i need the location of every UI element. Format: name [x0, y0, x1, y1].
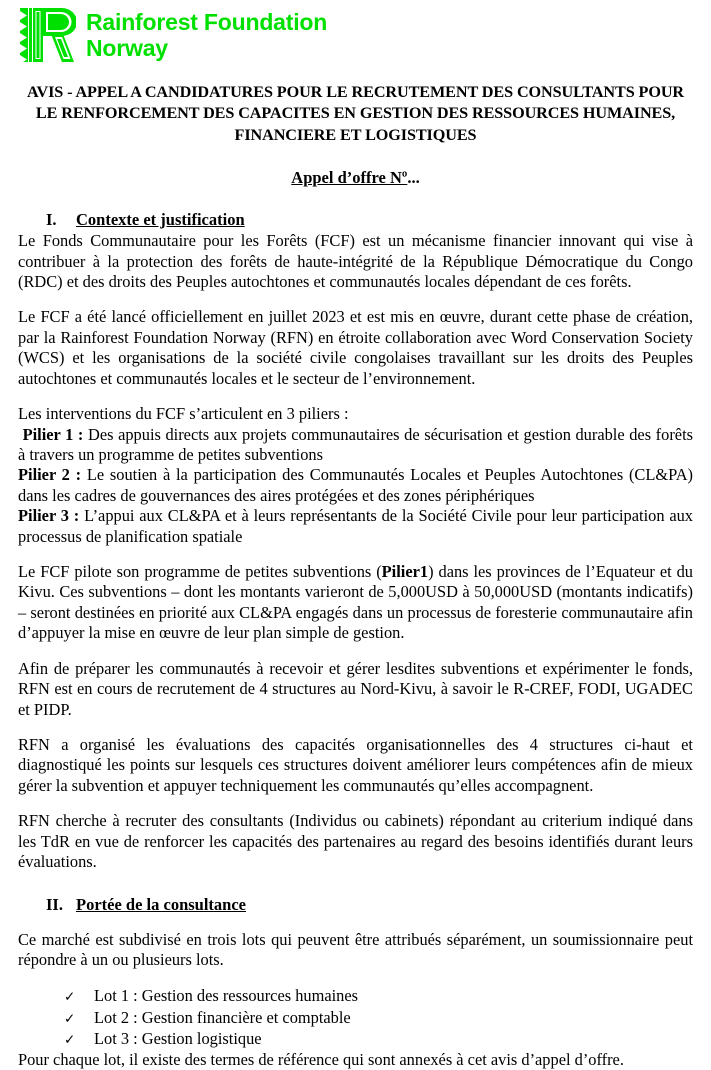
tender-number-label: Appel d’offre Nº: [291, 168, 408, 188]
section-title-1: Contexte et justification: [76, 210, 245, 230]
section-numeral-2: II.: [46, 894, 63, 914]
paragraph-context-2: Le FCF a été lancé officiellement en juillet 2023 et est mis en œuvre, durant cette phase de création, par la Rainforest Foundation Norway (RFN) en étroite collaboration avec Word Conservation Society (WCS) et les organisations de la société civile congolaises travaillant sur les droits des Peuples autochtones et communautés locales et le secteur de l’environnement.: [18, 307, 693, 388]
paragraph-pillar-1: [18, 425, 693, 466]
paragraph-pillar-3: [18, 506, 693, 547]
organization-header: [0, 0, 711, 68]
section-title-2: Portée de la consultance: [76, 894, 247, 914]
pilot-pillar-ref: Pilier1: [381, 562, 429, 582]
tender-number-value: ...: [407, 168, 420, 188]
pilot-text-a: Le FCF pilote son programme de petites subventions (: [18, 562, 382, 582]
checkmark-icon: ✓: [64, 1032, 76, 1049]
rainforest-foundation-r-logo-icon: [18, 6, 76, 64]
pillar-2-label: Pilier 2 :: [18, 465, 82, 485]
lot-label: Lot 3 : Gestion logistique: [94, 1029, 262, 1049]
checkmark-icon: ✓: [64, 1010, 76, 1027]
section-heading-2: [18, 895, 693, 915]
list-item: [64, 1028, 693, 1049]
lot-label: Lot 2 : Gestion financière et comptable: [94, 1007, 351, 1027]
pillar-1-label: Pilier 1 :: [22, 424, 84, 444]
paragraph-scope-intro: Ce marché est subdivisé en trois lots qui peuvent être attribués séparément, un soumissionnaire peut répondre à un ou plusieurs lots.: [18, 929, 693, 969]
pilot-text-b: ) dans les provinces de l’Equateur et du Kivu. Ces subventions – dont les montants varieront de 5,000USD à 50,000USD (montants indicatifs) – seront destinées en priorité aux CL&PA engagés dans un processus de foresterie communautaire afin d’appuyer la mise en œuvre de leur plan simple de gestion.: [18, 562, 693, 643]
document-body: [0, 82, 711, 1070]
list-item: [64, 985, 693, 1006]
pillar-2-text: Le soutien à la participation des Communautés Locales et Peuples Autochtones (CL&PA) dans les cadres de gouvernances des aires protégées et des zones périphériques: [18, 465, 693, 505]
pillar-3-text: L’appui aux CL&PA et à leurs représentants de la Société Civile pour leur participation aux processus de planification spatiale: [18, 506, 694, 546]
paragraph-structures-recruitment: Afin de préparer les communautés à recevoir et gérer lesdites subventions et expérimenter le fonds, RFN est en cours de recrutement de 4 structures au Nord-Kivu, à savoir le R-CREF, FODI, UGADEC et PIDP.: [18, 658, 693, 719]
page-title: AVIS - APPEL A CANDIDATURES POUR LE RECRUTEMENT DES CONSULTANTS POUR LE RENFORCEMENT DES CAPACITES EN GESTION DES RESSOURCES HUMAINES, FINANCIERE ET LOGISTIQUES: [26, 83, 684, 144]
paragraph-tor-note: Pour chaque lot, il existe des termes de référence qui sont annexés à cet avis d’appel d’offre.: [18, 1049, 624, 1069]
lot-label: Lot 1 : Gestion des ressources humaines: [94, 986, 359, 1006]
checkmark-icon: ✓: [64, 989, 76, 1006]
section-numeral-1: I.: [46, 210, 57, 230]
paragraph-context-1: Le Fonds Communautaire pour les Forêts (FCF) est un mécanisme financier innovant qui vise à contribuer à la protection des forêts de haute-intégrité de la République Démocratique du Congo (RDC) et des droits des Peuples autochtones et communautés locales dépendant de ces forêts.: [18, 231, 693, 291]
tender-number: [18, 168, 693, 188]
wordmark-line-2: Norway: [86, 35, 168, 62]
paragraph-pillar-2: [18, 465, 693, 506]
paragraph-pillars-intro: Les interventions du FCF s’articulent en 3 piliers :: [18, 404, 349, 424]
paragraph-capacity-assessment: RFN a organisé les évaluations des capacités organisationnelles des 4 structures ci-haut et diagnostiqué les points sur lesquels ces structures doivent améliorer leurs compétences afin de mieux gérer la subvention et appuyer techniquement les communautés qu’elles accompagnent.: [18, 734, 693, 795]
lot-list: [18, 985, 693, 1049]
section-heading-1: [18, 210, 693, 230]
pillar-1-text: Des appuis directs aux projets communautaires de sécurisation et gestion durable des forêts à travers un programme de petites subventions: [18, 424, 693, 464]
paragraph-pilot-programme: [18, 562, 693, 644]
wordmark-line-1: Rainforest Foundation: [86, 9, 328, 35]
organization-wordmark: [86, 6, 327, 61]
paragraph-consultant-search: RFN cherche à recruter des consultants (Individus ou cabinets) répondant au criterium indiqué dans les TdR en vue de renforcer les capacités des partenaires au regard des besoins identifiés durant leurs évaluations.: [18, 811, 693, 872]
list-item: [64, 1007, 693, 1028]
pillar-3-label: Pilier 3 :: [18, 506, 80, 526]
